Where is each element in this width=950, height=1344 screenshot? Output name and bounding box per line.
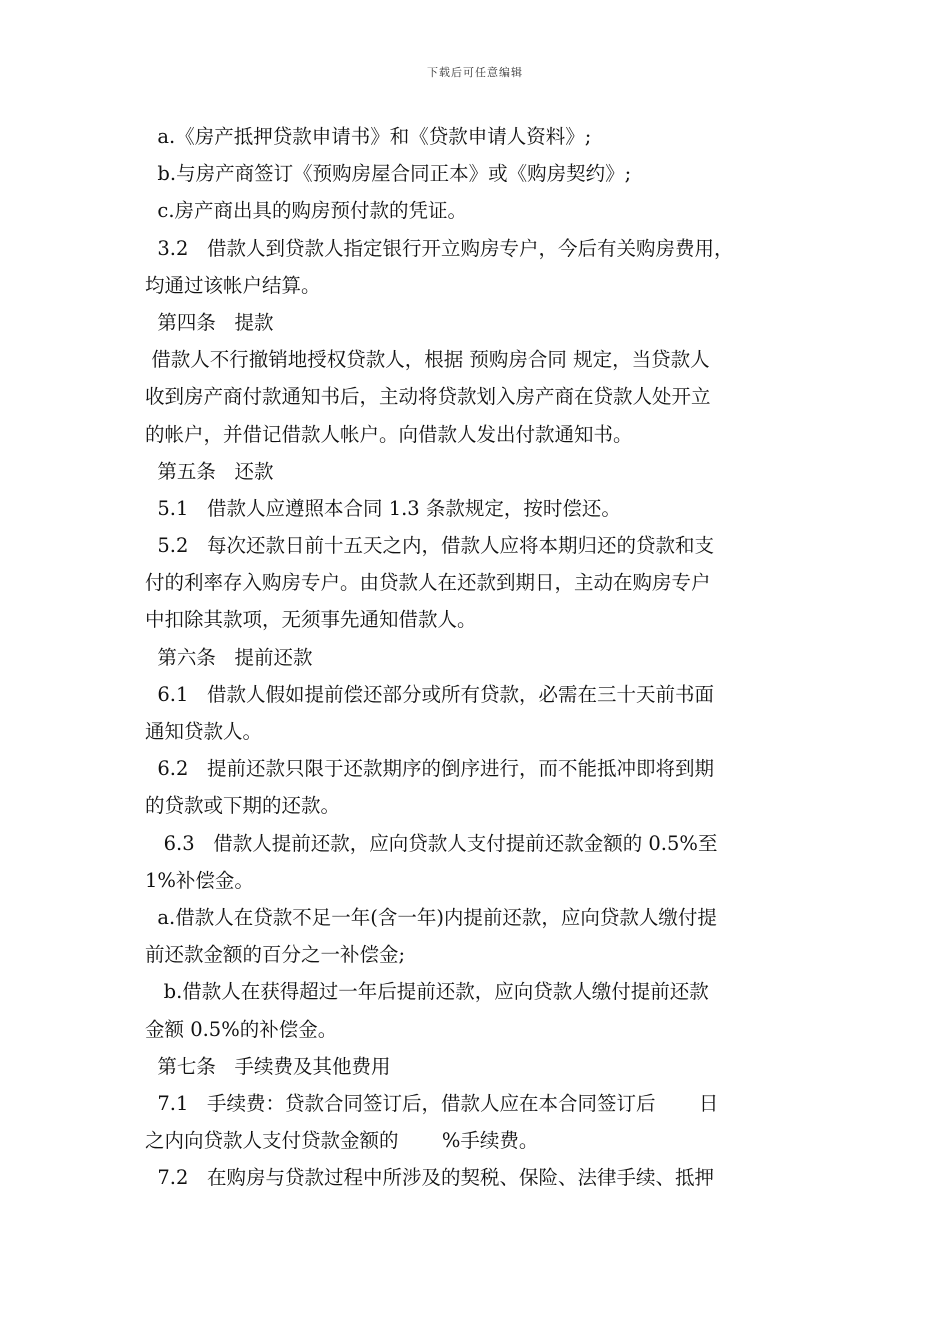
text-line: 通知贷款人。 [145,720,263,743]
text-line: 的帐户，并借记借款人帐户。向借款人发出付款通知书。 [145,422,633,446]
text-line: 付的利率存入购房专户。由贷款人在还款到期日，主动在购房专户 [145,571,711,595]
text-line: 的贷款或下期的还款。 [145,794,341,818]
document-body [145,118,825,1196]
text-line: b.借款人在获得超过一年后提前还款，应向贷款人缴付提前还款 [145,980,709,1004]
text-line: a.《房产抵押贷款申请书》和《贷款申请人资料》; [145,125,592,148]
text-line: 均通过该帐户结算。 [145,273,321,297]
text-line: 金额 0.5%的补偿金。 [145,1017,338,1041]
article-heading: 第四条 提款 [145,310,274,334]
text-line: 5.2 每次还款日前十五天之内，借款人应将本期归还的贷款和支 [145,534,715,558]
article-heading: 第六条 提前还款 [145,645,313,669]
text-line: a.借款人在贷款不足一年(含一年)内提前还款，应向贷款人缴付提 [145,905,717,929]
text-line: b.与房产商签订《预购房屋合同正本》或《购房契约》; [145,162,632,186]
text-line: 1%补偿金。 [145,868,254,892]
text-line: 5.1 借款人应遵照本合同 1.3 条款规定，按时偿还。 [145,496,621,520]
article-heading: 第五条 还款 [145,459,274,483]
text-line: 之内向贷款人支付贷款金额的 %手续费。 [145,1129,539,1153]
page-header: 下载后可任意编辑 [427,66,523,79]
text-line: 6.3 借款人提前还款，应向贷款人支付提前还款金额的 0.5%至 [145,831,718,855]
text-line: c.房产商出具的购房预付款的凭证。 [145,199,468,223]
text-line: 3.2 借款人到贷款人指定银行开立购房专户，今后有关购房费用， [145,236,734,260]
text-line: 7.2 在购房与贷款过程中所涉及的契税、保险、法律手续、抵押 [145,1166,715,1190]
text-line: 收到房产商付款通知书后，主动将贷款划入房产商在贷款人处开立 [145,385,711,409]
text-line: 6.2 提前还款只限于还款期序的倒序进行，而不能抵冲即将到期 [145,757,715,781]
text-line: 中扣除其款项，无须事先通知借款人。 [145,608,477,632]
text-line: 借款人不行撤销地授权贷款人，根据 预购房合同 规定，当贷款人 [145,348,710,372]
text-line: 6.1 借款人假如提前偿还部分或所有贷款，必需在三十天前书面 [145,682,715,706]
text-line: 前还款金额的百分之一补偿金; [145,943,406,967]
article-heading: 第七条 手续费及其他费用 [145,1054,391,1078]
text-line: 7.1 手续费：贷款合同签订后，借款人应在本合同签订后 日 [145,1091,719,1115]
